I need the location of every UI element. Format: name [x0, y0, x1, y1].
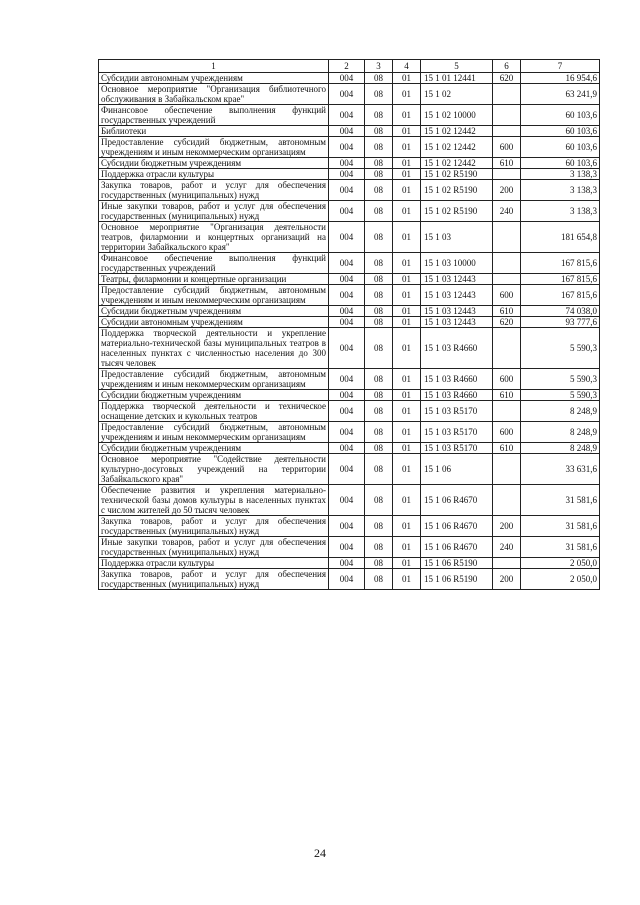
subsection-code-cell: 01	[393, 485, 421, 516]
section-code-cell: 08	[365, 569, 393, 590]
ministry-code-cell: 004	[329, 401, 365, 422]
header-cell-5: 5	[421, 60, 493, 73]
row-name-cell: Закупка товаров, работ и услуг для обеспечения государственных (муниципальных) нужд	[99, 516, 329, 537]
row-name-cell: Субсидии бюджетным учреждениям	[99, 390, 329, 401]
row-name-cell: Библиотеки	[99, 126, 329, 137]
table-row	[99, 443, 600, 454]
target-article-cell: 15 1 03 12443	[421, 306, 493, 317]
target-article-cell: 15 1 03 12443	[421, 317, 493, 328]
table-row	[99, 328, 600, 369]
ministry-code-cell: 004	[329, 569, 365, 590]
section-code-cell: 08	[365, 73, 393, 84]
subsection-code-cell: 01	[393, 73, 421, 84]
amount-cell: 3 138,3	[521, 180, 600, 201]
amount-cell: 33 631,6	[521, 454, 600, 485]
ministry-code-cell: 004	[329, 422, 365, 443]
table-row	[99, 84, 600, 105]
expense-type-cell: 610	[493, 443, 521, 454]
ministry-code-cell: 004	[329, 443, 365, 454]
section-code-cell: 08	[365, 516, 393, 537]
amount-cell: 3 138,3	[521, 201, 600, 222]
row-name-cell: Обеспечение развития и укрепления материально-технической базы домов культуры в населенных пунктах с числом жителей до 50 тысяч человек	[99, 485, 329, 516]
amount-cell: 5 590,3	[521, 390, 600, 401]
amount-cell: 167 815,6	[521, 274, 600, 285]
row-name-cell: Иные закупки товаров, работ и услуг для обеспечения государственных (муниципальных) нужд	[99, 201, 329, 222]
ministry-code-cell: 004	[329, 169, 365, 180]
expense-type-cell: 600	[493, 369, 521, 390]
expense-type-cell	[493, 401, 521, 422]
section-code-cell: 08	[365, 328, 393, 369]
table-row	[99, 558, 600, 569]
expense-type-cell: 610	[493, 158, 521, 169]
header-cell-6: 6	[493, 60, 521, 73]
subsection-code-cell: 01	[393, 537, 421, 558]
expense-type-cell: 240	[493, 537, 521, 558]
subsection-code-cell: 01	[393, 454, 421, 485]
header-cell-1: 1	[99, 60, 329, 73]
expense-type-cell	[493, 454, 521, 485]
target-article-cell: 15 1 02 R5190	[421, 180, 493, 201]
target-article-cell: 15 1 03	[421, 222, 493, 253]
amount-cell: 181 654,8	[521, 222, 600, 253]
section-code-cell: 08	[365, 390, 393, 401]
amount-cell: 60 103,6	[521, 105, 600, 126]
expense-type-cell	[493, 485, 521, 516]
section-code-cell: 08	[365, 169, 393, 180]
table-row	[99, 201, 600, 222]
target-article-cell: 15 1 03 R5170	[421, 422, 493, 443]
ministry-code-cell: 004	[329, 137, 365, 158]
target-article-cell: 15 1 02 12442	[421, 126, 493, 137]
section-code-cell: 08	[365, 443, 393, 454]
target-article-cell: 15 1 02 R5190	[421, 169, 493, 180]
subsection-code-cell: 01	[393, 422, 421, 443]
header-cell-4: 4	[393, 60, 421, 73]
table-row	[99, 317, 600, 328]
page-number: 24	[314, 846, 326, 860]
amount-cell: 8 248,9	[521, 401, 600, 422]
section-code-cell: 08	[365, 253, 393, 274]
subsection-code-cell: 01	[393, 443, 421, 454]
subsection-code-cell: 01	[393, 401, 421, 422]
target-article-cell: 15 1 06 R4670	[421, 485, 493, 516]
section-code-cell: 08	[365, 485, 393, 516]
amount-cell: 2 050,0	[521, 558, 600, 569]
table-row	[99, 180, 600, 201]
subsection-code-cell: 01	[393, 328, 421, 369]
section-code-cell: 08	[365, 274, 393, 285]
row-name-cell: Поддержка творческой деятельности и укрепление материально-технической базы муниципальных театров в населенных пунктах с численностью населения до 300 тысяч человек	[99, 328, 329, 369]
amount-cell: 74 038,0	[521, 306, 600, 317]
subsection-code-cell: 01	[393, 253, 421, 274]
subsection-code-cell: 01	[393, 317, 421, 328]
ministry-code-cell: 004	[329, 328, 365, 369]
ministry-code-cell: 004	[329, 73, 365, 84]
section-code-cell: 08	[365, 401, 393, 422]
ministry-code-cell: 004	[329, 285, 365, 306]
table-row	[99, 454, 600, 485]
target-article-cell: 15 1 03 R5170	[421, 401, 493, 422]
table-row	[99, 369, 600, 390]
expense-type-cell	[493, 169, 521, 180]
row-name-cell: Поддержка отрасли культуры	[99, 558, 329, 569]
expense-type-cell	[493, 274, 521, 285]
row-name-cell: Закупка товаров, работ и услуг для обеспечения государственных (муниципальных) нужд	[99, 180, 329, 201]
subsection-code-cell: 01	[393, 158, 421, 169]
expense-type-cell	[493, 105, 521, 126]
section-code-cell: 08	[365, 222, 393, 253]
table-row	[99, 73, 600, 84]
expense-type-cell: 200	[493, 569, 521, 590]
row-name-cell: Субсидии бюджетным учреждениям	[99, 306, 329, 317]
row-name-cell: Финансовое обеспечение выполнения функций государственных учреждений	[99, 105, 329, 126]
subsection-code-cell: 01	[393, 285, 421, 306]
expense-type-cell: 620	[493, 317, 521, 328]
amount-cell: 31 581,6	[521, 537, 600, 558]
section-code-cell: 08	[365, 422, 393, 443]
header-cell-3: 3	[365, 60, 393, 73]
table-row	[99, 401, 600, 422]
amount-cell: 5 590,3	[521, 369, 600, 390]
amount-cell: 8 248,9	[521, 422, 600, 443]
table-row	[99, 126, 600, 137]
subsection-code-cell: 01	[393, 558, 421, 569]
section-code-cell: 08	[365, 454, 393, 485]
subsection-code-cell: 01	[393, 126, 421, 137]
row-name-cell: Театры, филармонии и концертные организации	[99, 274, 329, 285]
budget-table	[98, 59, 600, 590]
section-code-cell: 08	[365, 137, 393, 158]
subsection-code-cell: 01	[393, 137, 421, 158]
subsection-code-cell: 01	[393, 169, 421, 180]
ministry-code-cell: 004	[329, 222, 365, 253]
section-code-cell: 08	[365, 180, 393, 201]
expense-type-cell	[493, 253, 521, 274]
amount-cell: 167 815,6	[521, 285, 600, 306]
amount-cell: 16 954,6	[521, 73, 600, 84]
row-name-cell: Закупка товаров, работ и услуг для обеспечения государственных (муниципальных) нужд	[99, 569, 329, 590]
expense-type-cell: 620	[493, 73, 521, 84]
ministry-code-cell: 004	[329, 390, 365, 401]
subsection-code-cell: 01	[393, 390, 421, 401]
subsection-code-cell: 01	[393, 569, 421, 590]
target-article-cell: 15 1 03 R4660	[421, 369, 493, 390]
table-row	[99, 222, 600, 253]
section-code-cell: 08	[365, 201, 393, 222]
row-name-cell: Субсидии автономным учреждениям	[99, 317, 329, 328]
target-article-cell: 15 1 02 R5190	[421, 201, 493, 222]
ministry-code-cell: 004	[329, 105, 365, 126]
subsection-code-cell: 01	[393, 516, 421, 537]
ministry-code-cell: 004	[329, 454, 365, 485]
header-cell-2: 2	[329, 60, 365, 73]
target-article-cell: 15 1 06 R5190	[421, 558, 493, 569]
table-row	[99, 285, 600, 306]
header-cell-7: 7	[521, 60, 600, 73]
ministry-code-cell: 004	[329, 306, 365, 317]
ministry-code-cell: 004	[329, 158, 365, 169]
target-article-cell: 15 1 06 R4670	[421, 537, 493, 558]
row-name-cell: Поддержка творческой деятельности и техническое оснащение детских и кукольных театров	[99, 401, 329, 422]
amount-cell: 5 590,3	[521, 328, 600, 369]
ministry-code-cell: 004	[329, 180, 365, 201]
amount-cell: 31 581,6	[521, 485, 600, 516]
target-article-cell: 15 1 06 R5190	[421, 569, 493, 590]
row-name-cell: Субсидии автономным учреждениям	[99, 73, 329, 84]
amount-cell: 60 103,6	[521, 158, 600, 169]
ministry-code-cell: 004	[329, 126, 365, 137]
row-name-cell: Основное мероприятие "Организация деятельности театров, филармонии и концертных организаций на территории Забайкальского края"	[99, 222, 329, 253]
table-row	[99, 537, 600, 558]
table-row	[99, 569, 600, 590]
amount-cell: 3 138,3	[521, 169, 600, 180]
ministry-code-cell: 004	[329, 253, 365, 274]
table-row	[99, 253, 600, 274]
target-article-cell: 15 1 01 12441	[421, 73, 493, 84]
row-name-cell: Субсидии бюджетным учреждениям	[99, 443, 329, 454]
target-article-cell: 15 1 06	[421, 454, 493, 485]
expense-type-cell: 610	[493, 306, 521, 317]
expense-type-cell: 240	[493, 201, 521, 222]
ministry-code-cell: 004	[329, 558, 365, 569]
subsection-code-cell: 01	[393, 222, 421, 253]
amount-cell: 167 815,6	[521, 253, 600, 274]
section-code-cell: 08	[365, 84, 393, 105]
target-article-cell: 15 1 03 10000	[421, 253, 493, 274]
subsection-code-cell: 01	[393, 201, 421, 222]
row-name-cell: Основное мероприятие "Организация библиотечного обслуживания в Забайкальском крае"	[99, 84, 329, 105]
expense-type-cell	[493, 558, 521, 569]
amount-cell: 63 241,9	[521, 84, 600, 105]
row-name-cell: Предоставление субсидий бюджетным, автономным учреждениям и иным некоммерческим организациям	[99, 369, 329, 390]
ministry-code-cell: 004	[329, 317, 365, 328]
table-row	[99, 158, 600, 169]
expense-type-cell	[493, 222, 521, 253]
row-name-cell: Предоставление субсидий бюджетным, автономным учреждениям и иным некоммерческим организациям	[99, 285, 329, 306]
amount-cell: 2 050,0	[521, 569, 600, 590]
amount-cell: 31 581,6	[521, 516, 600, 537]
ministry-code-cell: 004	[329, 485, 365, 516]
section-code-cell: 08	[365, 105, 393, 126]
row-name-cell: Основное мероприятие "Содействие деятельности культурно-досуговых учреждений на территории Забайкальского края"	[99, 454, 329, 485]
target-article-cell: 15 1 03 R5170	[421, 443, 493, 454]
header-row	[99, 60, 600, 73]
subsection-code-cell: 01	[393, 105, 421, 126]
target-article-cell: 15 1 03 R4660	[421, 328, 493, 369]
target-article-cell: 15 1 02 12442	[421, 158, 493, 169]
ministry-code-cell: 004	[329, 369, 365, 390]
table-row	[99, 485, 600, 516]
ministry-code-cell: 004	[329, 274, 365, 285]
table-row	[99, 169, 600, 180]
table-row	[99, 516, 600, 537]
row-name-cell: Предоставление субсидий бюджетным, автономным учреждениям и иным некоммерческим организациям	[99, 137, 329, 158]
section-code-cell: 08	[365, 317, 393, 328]
target-article-cell: 15 1 03 R4660	[421, 390, 493, 401]
amount-cell: 60 103,6	[521, 126, 600, 137]
subsection-code-cell: 01	[393, 306, 421, 317]
section-code-cell: 08	[365, 537, 393, 558]
expense-type-cell: 200	[493, 180, 521, 201]
subsection-code-cell: 01	[393, 369, 421, 390]
table-row	[99, 137, 600, 158]
expense-type-cell	[493, 84, 521, 105]
amount-cell: 8 248,9	[521, 443, 600, 454]
expense-type-cell	[493, 126, 521, 137]
row-name-cell: Субсидии бюджетным учреждениям	[99, 158, 329, 169]
section-code-cell: 08	[365, 285, 393, 306]
section-code-cell: 08	[365, 369, 393, 390]
expense-type-cell: 600	[493, 285, 521, 306]
table-row	[99, 105, 600, 126]
ministry-code-cell: 004	[329, 84, 365, 105]
subsection-code-cell: 01	[393, 180, 421, 201]
table-row	[99, 306, 600, 317]
expense-type-cell: 600	[493, 422, 521, 443]
section-code-cell: 08	[365, 158, 393, 169]
expense-type-cell: 600	[493, 137, 521, 158]
ministry-code-cell: 004	[329, 516, 365, 537]
table-row	[99, 422, 600, 443]
subsection-code-cell: 01	[393, 274, 421, 285]
expense-type-cell	[493, 328, 521, 369]
target-article-cell: 15 1 03 12443	[421, 274, 493, 285]
target-article-cell: 15 1 06 R4670	[421, 516, 493, 537]
target-article-cell: 15 1 03 12443	[421, 285, 493, 306]
row-name-cell: Финансовое обеспечение выполнения функций государственных учреждений	[99, 253, 329, 274]
row-name-cell: Предоставление субсидий бюджетным, автономным учреждениям и иным некоммерческим организациям	[99, 422, 329, 443]
target-article-cell: 15 1 02	[421, 84, 493, 105]
expense-type-cell: 610	[493, 390, 521, 401]
section-code-cell: 08	[365, 306, 393, 317]
ministry-code-cell: 004	[329, 537, 365, 558]
section-code-cell: 08	[365, 126, 393, 137]
expense-type-cell: 200	[493, 516, 521, 537]
amount-cell: 60 103,6	[521, 137, 600, 158]
row-name-cell: Поддержка отрасли культуры	[99, 169, 329, 180]
amount-cell: 93 777,6	[521, 317, 600, 328]
table-row	[99, 274, 600, 285]
target-article-cell: 15 1 02 10000	[421, 105, 493, 126]
row-name-cell: Иные закупки товаров, работ и услуг для обеспечения государственных (муниципальных) нужд	[99, 537, 329, 558]
subsection-code-cell: 01	[393, 84, 421, 105]
ministry-code-cell: 004	[329, 201, 365, 222]
table-row	[99, 390, 600, 401]
target-article-cell: 15 1 02 12442	[421, 137, 493, 158]
section-code-cell: 08	[365, 558, 393, 569]
